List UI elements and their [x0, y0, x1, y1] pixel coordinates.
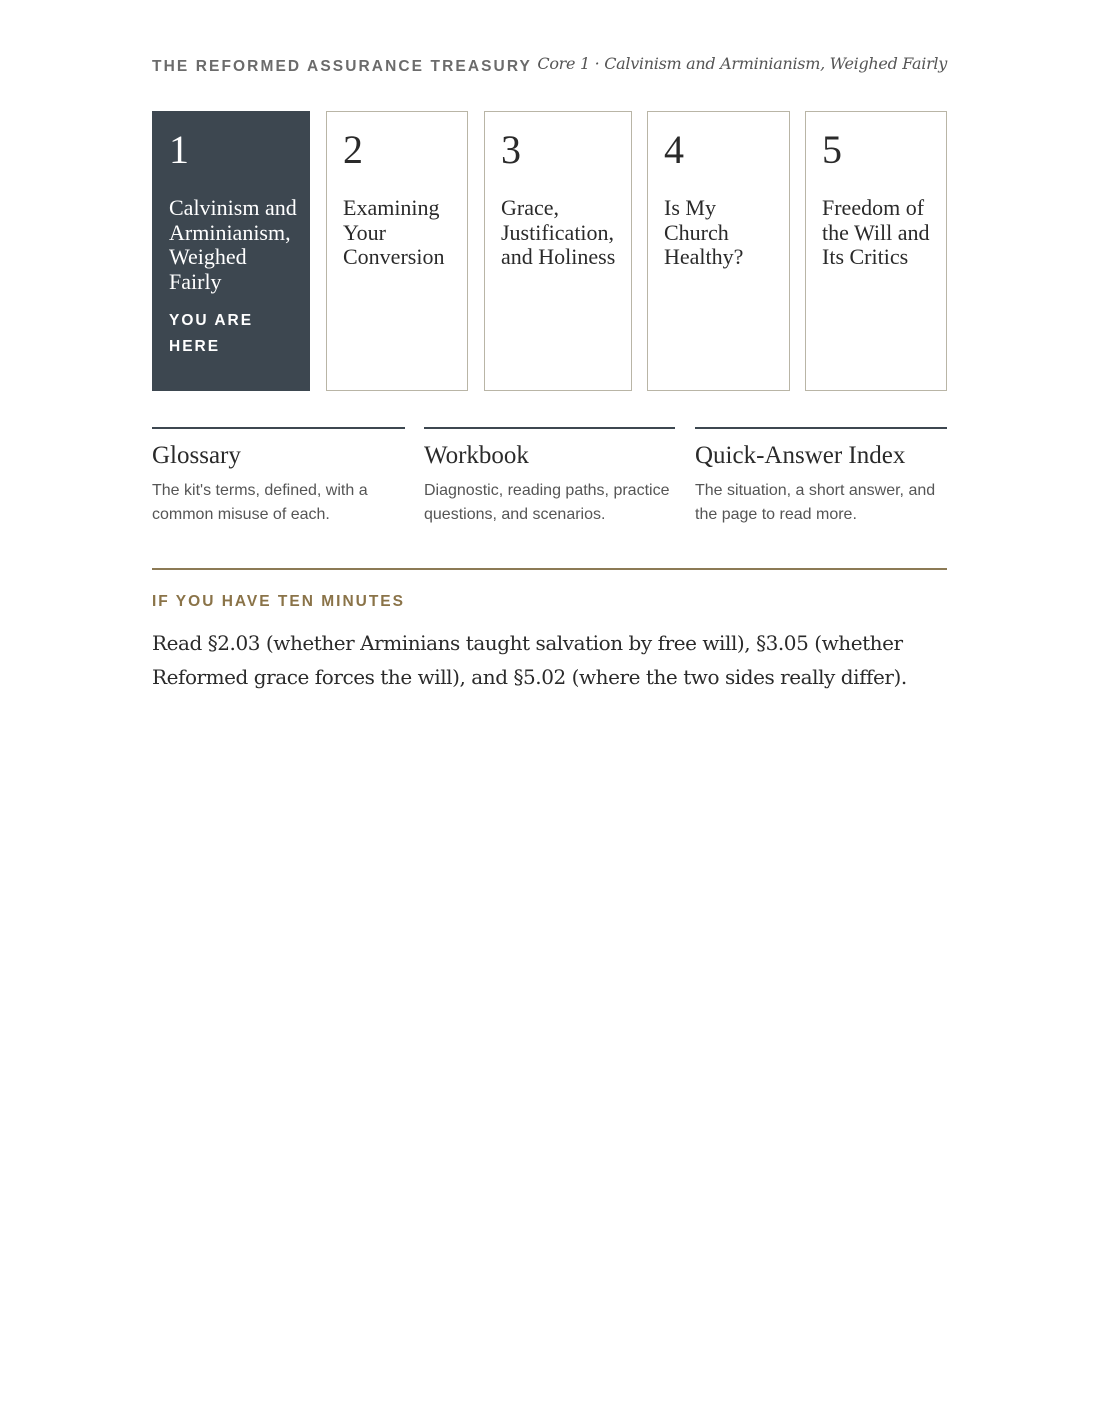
core-card-1[interactable]	[152, 111, 310, 391]
masthead	[152, 54, 947, 78]
core-title: Calvinism and Arminianism, Weighed Fairly	[169, 195, 297, 294]
brand-title: THE REFORMED ASSURANCE TREASURY	[152, 58, 532, 75]
you-are-here-marker: YOU ARE HERE	[169, 312, 254, 356]
core-navigation	[152, 111, 947, 391]
tool-quick-answer-index[interactable]	[695, 427, 947, 527]
core-card-3[interactable]	[484, 111, 632, 391]
tool-title: Quick-Answer Index	[695, 442, 906, 469]
section-divider	[152, 568, 947, 570]
core-title: Examining Your Conversion	[343, 195, 445, 270]
tool-description: The situation, a short answer, and the page to read more.	[695, 482, 936, 523]
core-title: Is My Church Healthy?	[664, 195, 744, 270]
ten-minutes-label: IF YOU HAVE TEN MINUTES	[152, 593, 405, 610]
core-card-4[interactable]	[647, 111, 790, 391]
reference-tools	[152, 427, 947, 557]
core-title: Grace, Justification, and Holiness	[501, 195, 616, 270]
breadcrumb: Core 1 · Calvinism and Arminianism, Weighed Fairly	[537, 54, 947, 73]
core-number: 5	[822, 127, 842, 172]
core-number: 1	[169, 127, 189, 172]
core-number: 3	[501, 127, 521, 172]
tool-title: Glossary	[152, 442, 241, 469]
core-card-2[interactable]	[326, 111, 468, 391]
tool-glossary[interactable]	[152, 427, 405, 527]
tool-workbook[interactable]	[424, 427, 675, 527]
tool-title: Workbook	[424, 442, 529, 469]
core-number: 4	[664, 127, 684, 172]
core-card-5[interactable]	[805, 111, 947, 391]
tool-description: Diagnostic, reading paths, practice questions, and scenarios.	[424, 482, 670, 523]
core-number: 2	[343, 127, 363, 172]
tool-description: The kit's terms, defined, with a common misuse of each.	[152, 482, 368, 523]
core-title: Freedom of the Will and Its Critics	[822, 195, 930, 270]
ten-minutes-text: Read §2.03 (whether Arminians taught salvation by free will), §3.05 (whether Reformed grace forces the will), and §5.02 (where the two sides really differ).	[152, 631, 907, 689]
